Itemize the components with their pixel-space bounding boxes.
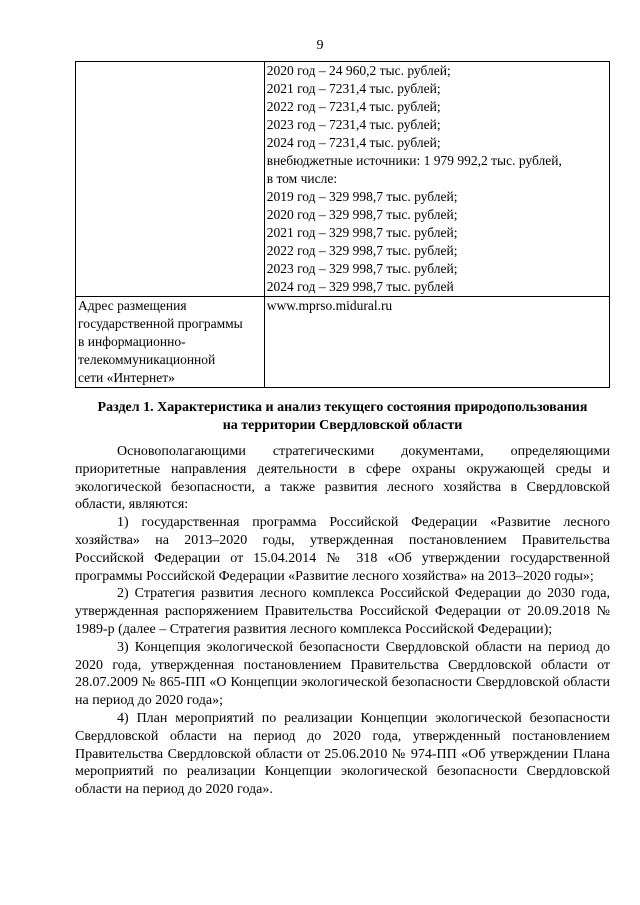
address-label-line: государственной программы	[78, 316, 243, 331]
address-label-line: телекоммуникационной	[78, 352, 216, 367]
table-cell-funding	[264, 62, 609, 297]
funding-line: 2021 год – 329 998,7 тыс. рублей;	[266, 225, 458, 240]
address-label-line: Адрес размещения	[78, 298, 187, 313]
paragraph: 3) Концепция экологической безопасности Свердловской области на период до 2020 года, утвержденная постановлением Правительства Свердловской области от 28.07.2009 № 865-ПП «О Концепции экологической безопасности Свердловской области на период до 2020 года»;	[75, 639, 610, 709]
funding-line: 2024 год – 7231,4 тыс. рублей;	[266, 135, 441, 150]
page-number: 9	[316, 38, 324, 53]
funding-line: внебюджетные источники: 1 979 992,2 тыс. рублей,	[266, 153, 562, 168]
section-title	[75, 399, 610, 435]
section-title-line: на территории Свердловской области	[222, 418, 463, 433]
funding-line: 2022 год – 329 998,7 тыс. рублей;	[266, 243, 458, 258]
body-text	[75, 443, 610, 799]
funding-line: 2019 год – 329 998,7 тыс. рублей;	[266, 189, 458, 204]
table-cell-address-label	[76, 297, 265, 388]
paragraph: Основополагающими стратегическими документами, определяющими приоритетные направления деятельности в сфере охраны окружающей среды и экологической безопасности, а также развития лесного хозяйства в Свердловской области, являются:	[75, 444, 610, 513]
paragraph: 2) Стратегия развития лесного комплекса Российской Федерации до 2030 года, утвержденная распоряжением Правительства Российской Федерации от 20.09.2018 № 1989-р (далее – Стратегия развития лесного комплекса Российской Федерации);	[75, 586, 610, 637]
funding-line: 2023 год – 7231,4 тыс. рублей;	[266, 117, 441, 132]
paragraph: 1) государственная программа Российской Федерации «Развитие лесного хозяйства» на 2013–2020 годы, утвержденная постановлением Правительства Российской Федерации от 15.04.2014 № 318 «Об утверждении государственной программы Российской Федерации «Развитие лесного хозяйства» на 2013–2020 годы»;	[75, 515, 610, 584]
address-label-line: сети «Интернет»	[78, 370, 175, 385]
website-url: www.mprso.midural.ru	[266, 298, 393, 313]
funding-line: 2020 год – 329 998,7 тыс. рублей;	[266, 207, 458, 222]
paragraph: 4) План мероприятий по реализации Концепции экологической безопасности Свердловской области на период до 2020 года, утвержденный постановлением Правительства Свердловской области от 25.06.2010 № 974-ПП «Об утверждении Плана мероприятий по реализации Концепции экологической безопасности Свердловской области на период до 2020 года».	[75, 710, 610, 798]
funding-line: 2024 год – 329 998,7 тыс. рублей	[266, 279, 454, 294]
table-row-internet-address	[76, 297, 610, 388]
table-row-funding	[76, 62, 610, 297]
table-cell-empty	[76, 62, 265, 297]
section-title-line: Раздел 1. Характеристика и анализ текущего состояния природопользования	[97, 400, 588, 415]
address-label-line: в информационно-	[78, 334, 186, 349]
program-info-table	[75, 61, 610, 388]
table-cell-website	[264, 297, 609, 388]
funding-line: 2021 год – 7231,4 тыс. рублей;	[266, 81, 441, 96]
funding-line: в том числе:	[266, 171, 338, 186]
funding-line: 2020 год – 24 960,2 тыс. рублей;	[266, 63, 451, 78]
funding-line: 2022 год – 7231,4 тыс. рублей;	[266, 99, 441, 114]
funding-line: 2023 год – 329 998,7 тыс. рублей;	[266, 261, 458, 276]
